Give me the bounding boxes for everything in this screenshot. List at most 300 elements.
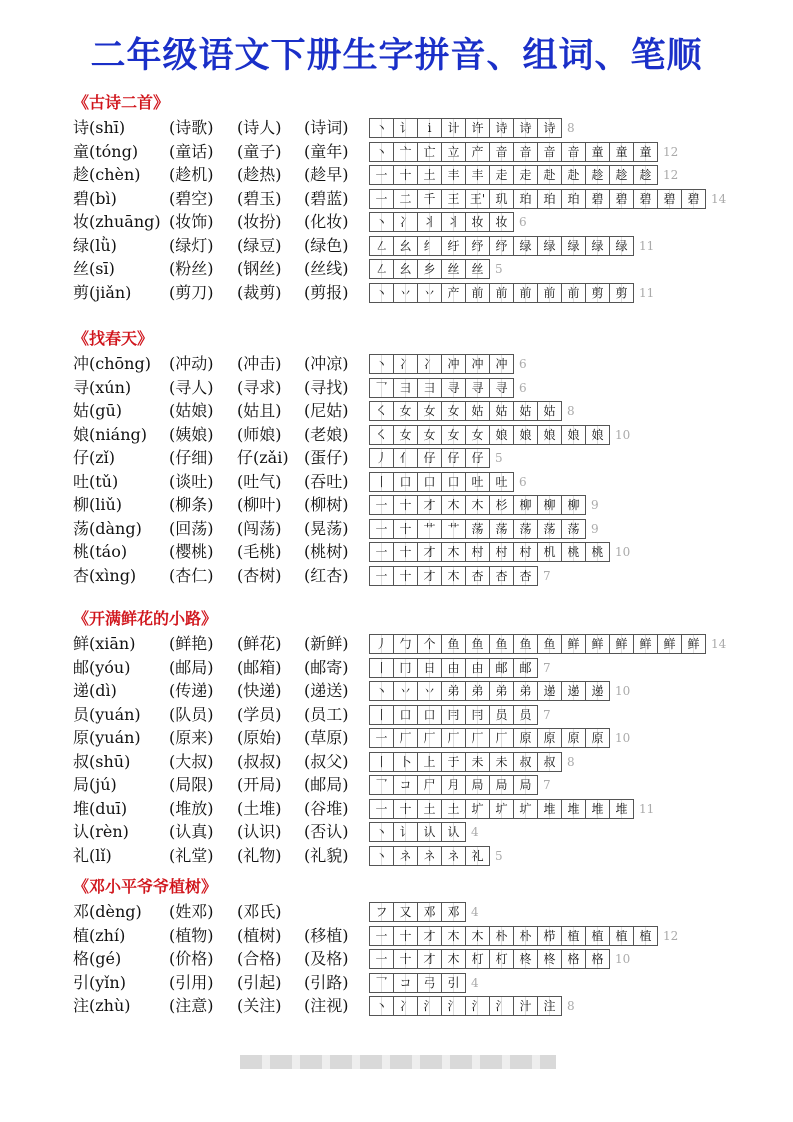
stroke-step: 村 bbox=[489, 542, 514, 562]
stroke-step: 堆 bbox=[609, 799, 634, 819]
stroke-step: 十 bbox=[393, 566, 418, 586]
character-pinyin: 荡(dàng) bbox=[73, 518, 142, 538]
stroke-step: 认 bbox=[417, 822, 442, 842]
stroke-step: 珀 bbox=[513, 189, 538, 209]
word-group: (否认) bbox=[304, 822, 349, 841]
character-row bbox=[73, 632, 727, 656]
stroke-step: 日 bbox=[417, 658, 442, 678]
word-group: (尼姑) bbox=[304, 401, 349, 420]
stroke-step: 一 bbox=[369, 799, 394, 819]
word-group: (邮局) bbox=[169, 657, 214, 677]
stroke-count: 4 bbox=[471, 905, 479, 919]
stroke-step: 汁 bbox=[513, 996, 538, 1016]
stroke-step: 原 bbox=[561, 728, 586, 748]
word-group: (快递) bbox=[237, 681, 282, 700]
stroke-step: 朾 bbox=[465, 949, 490, 969]
stroke-count: 10 bbox=[615, 427, 631, 442]
stroke-step: 荡 bbox=[465, 519, 490, 539]
character-row bbox=[73, 517, 599, 541]
word-group: (递送) bbox=[304, 681, 349, 700]
word-group: (叔父) bbox=[304, 751, 349, 771]
stroke-step: 仔 bbox=[417, 448, 442, 468]
stroke-step: 剪 bbox=[585, 283, 610, 303]
stroke-count: 10 bbox=[615, 952, 631, 966]
stroke-step: 一 bbox=[369, 926, 394, 946]
character-row bbox=[73, 656, 551, 680]
word-group: (新鲜) bbox=[304, 634, 349, 653]
stroke-step: 局 bbox=[465, 775, 490, 795]
stroke-count: 6 bbox=[519, 215, 527, 229]
word-group: (诗词) bbox=[304, 118, 349, 137]
character-pinyin: 柳(liǔ) bbox=[73, 495, 123, 514]
stroke-step: 一 bbox=[369, 495, 394, 515]
word-group: (礼堂) bbox=[169, 845, 214, 865]
stroke-step: 娘 bbox=[561, 425, 586, 445]
word-group: (堆放) bbox=[169, 798, 214, 818]
stroke-step: 冃 bbox=[465, 705, 490, 725]
stroke-step: 弟 bbox=[441, 681, 466, 701]
stroke-step: 吐 bbox=[489, 472, 514, 492]
character-row bbox=[73, 234, 655, 258]
stroke-step: 十 bbox=[393, 799, 418, 819]
stroke-step: 于 bbox=[441, 752, 466, 772]
stroke-step: 递 bbox=[537, 681, 562, 701]
word-group: (童子) bbox=[237, 141, 282, 161]
word-group: (趁热) bbox=[237, 165, 282, 184]
stroke-step: 幺 bbox=[393, 236, 418, 256]
stroke-step: 诗 bbox=[537, 118, 562, 138]
character-pinyin: 碧(bì) bbox=[73, 188, 117, 208]
word-group: (姑娘) bbox=[169, 401, 214, 420]
character-row bbox=[73, 820, 479, 844]
stroke-step: 寻 bbox=[489, 378, 514, 398]
character-pinyin: 诗(shī) bbox=[73, 118, 126, 137]
character-row bbox=[73, 163, 679, 187]
stroke-step: 丷 bbox=[417, 681, 442, 701]
word-group: (柳条) bbox=[169, 495, 214, 514]
word-group: (邮箱) bbox=[237, 657, 282, 677]
stroke-step: 鱼 bbox=[513, 634, 538, 654]
stroke-step: ㇛ bbox=[369, 425, 394, 445]
stroke-step: 原 bbox=[585, 728, 610, 748]
word-group: (绿灯) bbox=[169, 235, 214, 255]
stroke-step: 丶 bbox=[369, 142, 394, 162]
stroke-step: 彐 bbox=[417, 378, 442, 398]
lesson-heading: 《古诗二首》 bbox=[73, 93, 170, 112]
stroke-step: 递 bbox=[585, 681, 610, 701]
word-group: (谷堆) bbox=[304, 798, 349, 818]
stroke-step: 圹 bbox=[513, 799, 538, 819]
stroke-step: 丨 bbox=[369, 752, 394, 772]
character-pinyin: 娘(niáng) bbox=[73, 424, 147, 444]
character-pinyin: 认(rèn) bbox=[73, 822, 129, 841]
word-group: (老娘) bbox=[304, 424, 349, 444]
word-group: (邮局) bbox=[304, 775, 349, 794]
stroke-order bbox=[369, 212, 527, 232]
stroke-step: 十 bbox=[393, 926, 418, 946]
character-row bbox=[73, 679, 631, 703]
character-pinyin: 鲜(xiān) bbox=[73, 634, 136, 653]
stroke-step: 诗 bbox=[513, 118, 538, 138]
word-group: (注意) bbox=[169, 996, 214, 1015]
stroke-step: 栉 bbox=[537, 926, 562, 946]
character-row bbox=[73, 187, 727, 211]
stroke-step: 丶 bbox=[369, 822, 394, 842]
stroke-step: 勹 bbox=[393, 634, 418, 654]
character-row bbox=[73, 797, 655, 821]
stroke-step: 才 bbox=[417, 926, 442, 946]
stroke-step: 口 bbox=[393, 472, 418, 492]
stroke-step: 礼 bbox=[465, 846, 490, 866]
stroke-step: 碧 bbox=[609, 189, 634, 209]
stroke-count: 10 bbox=[615, 545, 631, 559]
character-pinyin: 员(yuán) bbox=[73, 704, 141, 724]
blurred-footer bbox=[240, 1055, 556, 1069]
lesson-heading: 《开满鲜花的小路》 bbox=[73, 609, 218, 628]
stroke-step: 柳 bbox=[537, 495, 562, 515]
word-group: (邓氏) bbox=[237, 902, 282, 921]
character-row bbox=[73, 947, 631, 971]
stroke-step: 冫 bbox=[393, 354, 418, 374]
stroke-count: 12 bbox=[663, 168, 679, 182]
stroke-step: 弟 bbox=[465, 681, 490, 701]
stroke-step: 姑 bbox=[537, 401, 562, 421]
stroke-step: 村 bbox=[465, 542, 490, 562]
stroke-step: コ bbox=[393, 775, 418, 795]
stroke-step: 个 bbox=[417, 634, 442, 654]
word-group: (原来) bbox=[169, 728, 214, 747]
stroke-count: 6 bbox=[519, 380, 527, 395]
character-pinyin: 注(zhù) bbox=[73, 996, 131, 1015]
stroke-step: 丬 bbox=[417, 212, 442, 232]
stroke-step: 员 bbox=[489, 705, 514, 725]
stroke-step: 口 bbox=[417, 705, 442, 725]
word-group: (草原) bbox=[304, 728, 349, 747]
lesson-section bbox=[73, 90, 727, 304]
lesson-heading: 《找春天》 bbox=[73, 329, 154, 348]
stroke-step: 冫 bbox=[393, 996, 418, 1016]
stroke-step: 王 bbox=[441, 189, 466, 209]
stroke-step: 童 bbox=[585, 142, 610, 162]
stroke-order bbox=[369, 973, 479, 993]
stroke-step: 艹 bbox=[417, 519, 442, 539]
stroke-step: 二 bbox=[393, 189, 418, 209]
stroke-step: 鲜 bbox=[681, 634, 706, 654]
word-group: (柳叶) bbox=[237, 495, 282, 514]
word-group: (杏仁) bbox=[169, 565, 214, 585]
stroke-step: 木 bbox=[441, 542, 466, 562]
stroke-step: 仔 bbox=[465, 448, 490, 468]
stroke-step: 尸 bbox=[417, 775, 442, 795]
stroke-step: 女 bbox=[417, 401, 442, 421]
word-group: (员工) bbox=[304, 704, 349, 724]
word-group: (认真) bbox=[169, 822, 214, 841]
stroke-step: 才 bbox=[417, 495, 442, 515]
character-pinyin: 杏(xìng) bbox=[73, 565, 137, 585]
stroke-step: 亻 bbox=[393, 448, 418, 468]
lesson-section bbox=[73, 326, 631, 587]
word-group: (吐气) bbox=[237, 471, 282, 491]
word-group: (碧空) bbox=[169, 188, 214, 208]
stroke-step: 妆 bbox=[489, 212, 514, 232]
stroke-step: 格 bbox=[585, 949, 610, 969]
stroke-step: 亠 bbox=[393, 142, 418, 162]
word-group: (原始) bbox=[237, 728, 282, 747]
stroke-count: 11 bbox=[639, 801, 655, 816]
word-group: (叔叔) bbox=[237, 751, 282, 771]
character-row bbox=[73, 210, 527, 234]
stroke-step: 纾 bbox=[489, 236, 514, 256]
stroke-count: 10 bbox=[615, 731, 631, 745]
stroke-step: 口 bbox=[417, 472, 442, 492]
stroke-step: 朴 bbox=[489, 926, 514, 946]
stroke-order bbox=[369, 118, 575, 138]
stroke-step: 亡 bbox=[417, 142, 442, 162]
stroke-step: 弟 bbox=[489, 681, 514, 701]
stroke-step: 趁 bbox=[609, 165, 634, 185]
word-group: (礼物) bbox=[237, 845, 282, 865]
word-group: (妆扮) bbox=[237, 212, 282, 231]
stroke-step: 冲 bbox=[441, 354, 466, 374]
stroke-step: 一 bbox=[369, 949, 394, 969]
stroke-step: 丶 bbox=[369, 996, 394, 1016]
stroke-step: 纾 bbox=[465, 236, 490, 256]
stroke-step: 口 bbox=[393, 705, 418, 725]
stroke-count: 9 bbox=[591, 498, 599, 512]
stroke-order bbox=[369, 259, 503, 279]
word-group: (丝线) bbox=[304, 259, 349, 278]
stroke-step: 未 bbox=[465, 752, 490, 772]
stroke-step: 十 bbox=[393, 542, 418, 562]
word-group: (植物) bbox=[169, 925, 214, 945]
word-group: (绿豆) bbox=[237, 235, 282, 255]
word-group: (童年) bbox=[304, 141, 349, 161]
stroke-step: 寻 bbox=[465, 378, 490, 398]
character-pinyin: 剪(jiǎn) bbox=[73, 282, 132, 302]
stroke-step: 仔 bbox=[441, 448, 466, 468]
stroke-step: 一 bbox=[369, 542, 394, 562]
word-group: (诗歌) bbox=[169, 118, 214, 137]
stroke-step: 丷 bbox=[417, 283, 442, 303]
character-pinyin: 桃(táo) bbox=[73, 542, 128, 561]
stroke-step: 娘 bbox=[489, 425, 514, 445]
stroke-order bbox=[369, 705, 551, 725]
word-group: (植树) bbox=[237, 925, 282, 945]
stroke-step: 王' bbox=[465, 189, 490, 209]
word-group: (冲动) bbox=[169, 354, 214, 373]
word-group: (童话) bbox=[169, 141, 214, 161]
stroke-step: 杉 bbox=[489, 495, 514, 515]
stroke-step: 丰 bbox=[441, 165, 466, 185]
word-group: (妆饰) bbox=[169, 212, 214, 231]
word-group: (冲击) bbox=[237, 354, 282, 373]
word-group: (移植) bbox=[304, 925, 349, 945]
stroke-step: 纡 bbox=[441, 236, 466, 256]
word-group: (碧玉) bbox=[237, 188, 282, 208]
stroke-step: 寻 bbox=[441, 378, 466, 398]
stroke-step: 荡 bbox=[537, 519, 562, 539]
stroke-step: 上 bbox=[417, 752, 442, 772]
character-row bbox=[73, 773, 551, 797]
stroke-order bbox=[369, 401, 575, 421]
stroke-step: 局 bbox=[489, 775, 514, 795]
stroke-step: 厂 bbox=[441, 728, 466, 748]
stroke-step: 一 bbox=[369, 189, 394, 209]
stroke-step: ネ bbox=[393, 846, 418, 866]
stroke-step: 女 bbox=[441, 401, 466, 421]
stroke-step: 娘 bbox=[537, 425, 562, 445]
stroke-step: 木 bbox=[441, 566, 466, 586]
word-group: (闯荡) bbox=[237, 518, 282, 538]
stroke-step: フ bbox=[369, 902, 394, 922]
stroke-step: 又 bbox=[393, 902, 418, 922]
stroke-step: 女 bbox=[393, 425, 418, 445]
stroke-step: 桃 bbox=[585, 542, 610, 562]
stroke-order bbox=[369, 681, 630, 701]
stroke-step: 吐 bbox=[465, 472, 490, 492]
stroke-step: 厂 bbox=[489, 728, 514, 748]
stroke-order bbox=[369, 519, 599, 539]
stroke-step: 妆 bbox=[465, 212, 490, 232]
stroke-order bbox=[369, 996, 575, 1016]
stroke-step: 局 bbox=[513, 775, 538, 795]
stroke-step: 杏 bbox=[513, 566, 538, 586]
stroke-step: 丶 bbox=[369, 681, 394, 701]
stroke-step: 植 bbox=[561, 926, 586, 946]
stroke-step: 姑 bbox=[465, 401, 490, 421]
stroke-count: 9 bbox=[591, 521, 599, 536]
word-group: (桃树) bbox=[304, 542, 349, 561]
character-pinyin: 吐(tǔ) bbox=[73, 471, 119, 491]
word-group: 仔(zǎi) bbox=[237, 448, 289, 467]
word-group: (合格) bbox=[237, 949, 282, 968]
stroke-step: 堆 bbox=[561, 799, 586, 819]
stroke-step: 走 bbox=[489, 165, 514, 185]
stroke-step: 产 bbox=[441, 283, 466, 303]
stroke-step: 绿 bbox=[585, 236, 610, 256]
stroke-order bbox=[369, 165, 678, 185]
word-group: (大叔) bbox=[169, 751, 214, 771]
stroke-step: 走 bbox=[513, 165, 538, 185]
stroke-step: 朴 bbox=[513, 926, 538, 946]
stroke-step: 冫 bbox=[393, 212, 418, 232]
stroke-step: 讠 bbox=[393, 118, 418, 138]
stroke-step: 原 bbox=[537, 728, 562, 748]
stroke-order bbox=[369, 142, 678, 162]
lesson-heading: 《邓小平爷爷植树》 bbox=[73, 877, 218, 896]
stroke-step: 木 bbox=[441, 926, 466, 946]
stroke-count: 12 bbox=[663, 144, 679, 159]
stroke-step: 女 bbox=[441, 425, 466, 445]
character-row bbox=[73, 994, 575, 1018]
stroke-step: 绿 bbox=[561, 236, 586, 256]
stroke-step: 杏 bbox=[465, 566, 490, 586]
character-row bbox=[73, 924, 679, 948]
character-row bbox=[73, 399, 575, 423]
word-group: (粉丝) bbox=[169, 259, 214, 278]
stroke-step: 氵 bbox=[441, 996, 466, 1016]
stroke-step: 圹 bbox=[465, 799, 490, 819]
stroke-step: 音 bbox=[513, 142, 538, 162]
stroke-step: 丨 bbox=[369, 472, 394, 492]
stroke-step: 娘 bbox=[513, 425, 538, 445]
stroke-step: 桃 bbox=[561, 542, 586, 562]
word-group: (姑且) bbox=[237, 401, 282, 420]
stroke-order bbox=[369, 846, 503, 866]
stroke-step: 前 bbox=[561, 283, 586, 303]
stroke-step: 植 bbox=[585, 926, 610, 946]
stroke-step: 冲 bbox=[489, 354, 514, 374]
stroke-step: 村 bbox=[513, 542, 538, 562]
stroke-order bbox=[369, 425, 630, 445]
character-row bbox=[73, 493, 599, 517]
character-row bbox=[73, 470, 527, 494]
stroke-step: 堆 bbox=[585, 799, 610, 819]
stroke-step: 丝 bbox=[441, 259, 466, 279]
word-group: (碧蓝) bbox=[304, 188, 349, 208]
stroke-step: 圹 bbox=[489, 799, 514, 819]
character-pinyin: 叔(shū) bbox=[73, 751, 131, 771]
stroke-step: 月 bbox=[441, 775, 466, 795]
stroke-step: 绿 bbox=[513, 236, 538, 256]
word-group: (礼貌) bbox=[304, 845, 349, 865]
stroke-step: 丿 bbox=[369, 448, 394, 468]
stroke-step: 碧 bbox=[633, 189, 658, 209]
stroke-step: 由 bbox=[465, 658, 490, 678]
word-group: (关注) bbox=[237, 996, 282, 1015]
character-pinyin: 堆(duī) bbox=[73, 798, 128, 818]
stroke-step: 一 bbox=[369, 566, 394, 586]
stroke-step: 原 bbox=[513, 728, 538, 748]
character-row bbox=[73, 900, 479, 924]
character-pinyin: 格(gé) bbox=[73, 949, 122, 968]
character-pinyin: 丝(sī) bbox=[73, 259, 115, 278]
stroke-step: 音 bbox=[537, 142, 562, 162]
stroke-step: 机 bbox=[537, 542, 562, 562]
stroke-step: 鱼 bbox=[537, 634, 562, 654]
stroke-step: 木 bbox=[465, 926, 490, 946]
stroke-step: 丬 bbox=[441, 212, 466, 232]
stroke-order bbox=[369, 378, 527, 398]
stroke-step: 童 bbox=[633, 142, 658, 162]
stroke-step: 趁 bbox=[633, 165, 658, 185]
word-group: (鲜花) bbox=[237, 634, 282, 653]
stroke-step: 前 bbox=[513, 283, 538, 303]
stroke-step: 土 bbox=[441, 799, 466, 819]
stroke-step: 叔 bbox=[537, 752, 562, 772]
stroke-step: 音 bbox=[489, 142, 514, 162]
word-group: (寻求) bbox=[237, 377, 282, 397]
stroke-step: 前 bbox=[489, 283, 514, 303]
stroke-count: 7 bbox=[543, 707, 551, 722]
stroke-step: 一 bbox=[369, 519, 394, 539]
stroke-step: 鲜 bbox=[561, 634, 586, 654]
stroke-step: 木 bbox=[465, 495, 490, 515]
stroke-step: 荡 bbox=[489, 519, 514, 539]
stroke-step: 鲜 bbox=[585, 634, 610, 654]
stroke-step: 堆 bbox=[537, 799, 562, 819]
stroke-step: 冃 bbox=[441, 705, 466, 725]
stroke-step: 乛 bbox=[369, 973, 394, 993]
character-pinyin: 姑(gū) bbox=[73, 401, 123, 420]
stroke-count: 5 bbox=[495, 848, 503, 863]
stroke-step: 十 bbox=[393, 519, 418, 539]
word-group: (晃荡) bbox=[304, 518, 349, 538]
stroke-step: 邮 bbox=[513, 658, 538, 678]
stroke-order bbox=[369, 775, 551, 795]
stroke-step: 土 bbox=[417, 799, 442, 819]
word-group: (绿色) bbox=[304, 235, 349, 255]
